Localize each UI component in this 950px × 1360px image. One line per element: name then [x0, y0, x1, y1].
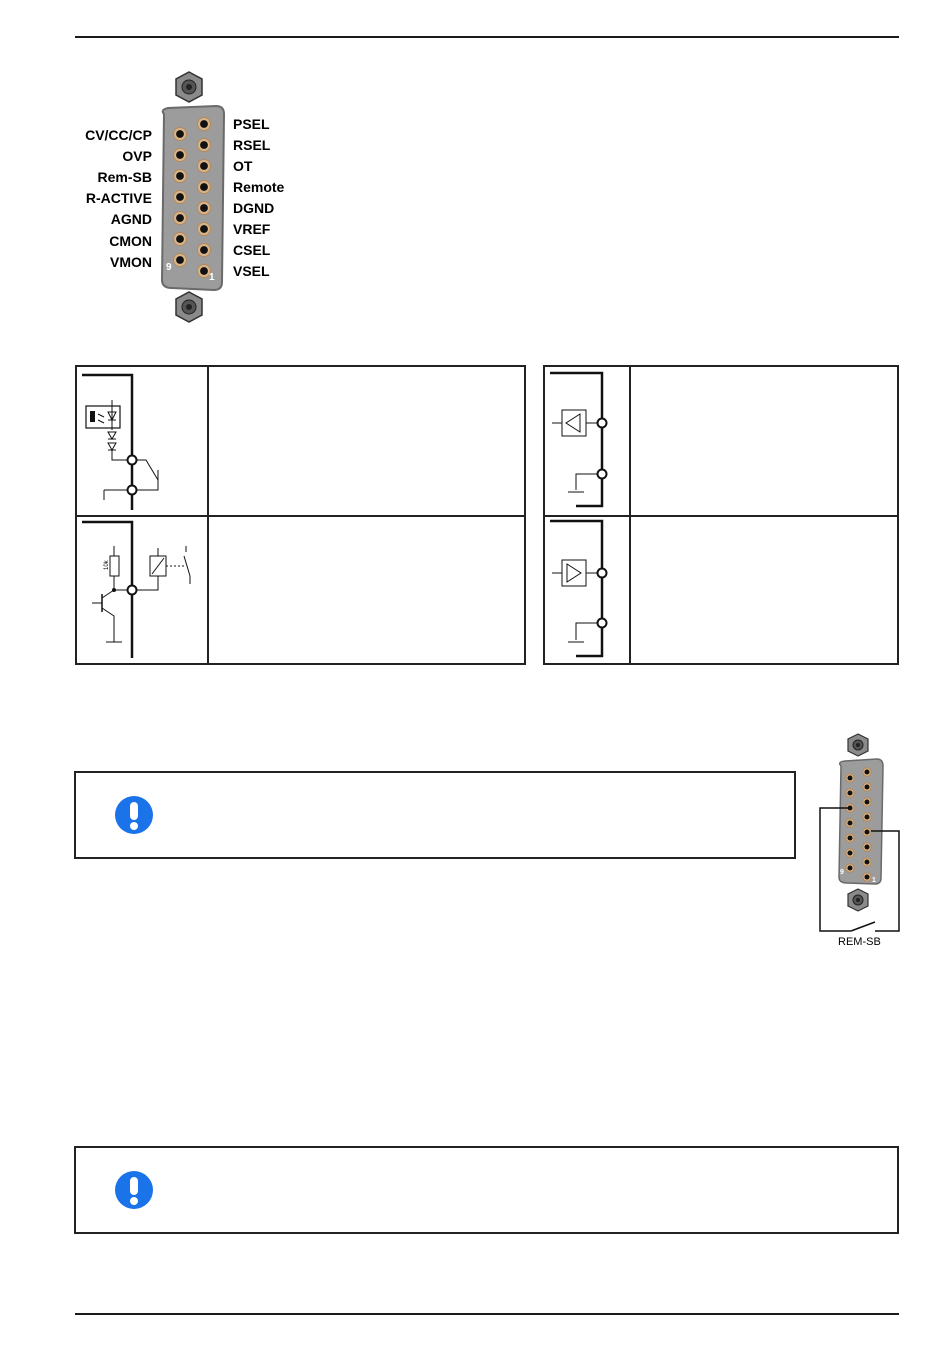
pin-label-left: AGND	[110, 211, 152, 228]
header-rule	[75, 36, 899, 38]
pin-label-right: DGND	[233, 200, 275, 216]
footer-rule	[75, 1313, 899, 1315]
pin-label-right: CSEL	[233, 242, 271, 258]
main-connector-diagram	[150, 70, 230, 330]
transistor-relay-output-circuit	[78, 518, 203, 658]
pin-label-right: PSEL	[233, 116, 270, 132]
pin-label-left: R-ACTIVE	[85, 190, 152, 207]
remsb-switch-label: REM-SB	[838, 936, 881, 948]
pin-label-right: VREF	[233, 221, 271, 237]
pin-label-left: CMON	[109, 232, 152, 249]
exclamation-icon	[114, 795, 154, 835]
small-top-screw-icon	[848, 734, 868, 756]
pin-label-left: VMON	[110, 253, 152, 270]
pin-number-1: 1	[209, 272, 215, 283]
small-bottom-screw-icon	[848, 889, 868, 911]
remsb-wiring-diagram	[815, 732, 905, 942]
exclamation-icon	[114, 1170, 154, 1210]
pin-number-9: 9	[166, 262, 172, 273]
pin-label-left: OVP	[122, 148, 152, 165]
note-box-1	[74, 771, 796, 859]
svg-text:10k: 10k	[104, 560, 110, 570]
pin-label-right: RSEL	[233, 137, 271, 153]
analog-input-circuit	[546, 370, 626, 510]
pin-label-right: Remote	[233, 179, 285, 195]
bottom-screw-icon	[176, 292, 202, 322]
note-box-2	[74, 1146, 899, 1234]
analog-output-circuit	[546, 518, 626, 658]
pin-label-right: VSEL	[233, 263, 270, 279]
optocoupler-input-circuit	[78, 370, 203, 510]
small-pin-number-1: 1	[872, 877, 876, 884]
pin-label-right: OT	[233, 158, 253, 174]
pin-label-left: CV/CC/CP	[85, 127, 152, 143]
top-screw-icon	[176, 72, 202, 102]
small-pin-number-9: 9	[840, 869, 844, 876]
pin-label-left: Rem-SB	[97, 169, 152, 186]
